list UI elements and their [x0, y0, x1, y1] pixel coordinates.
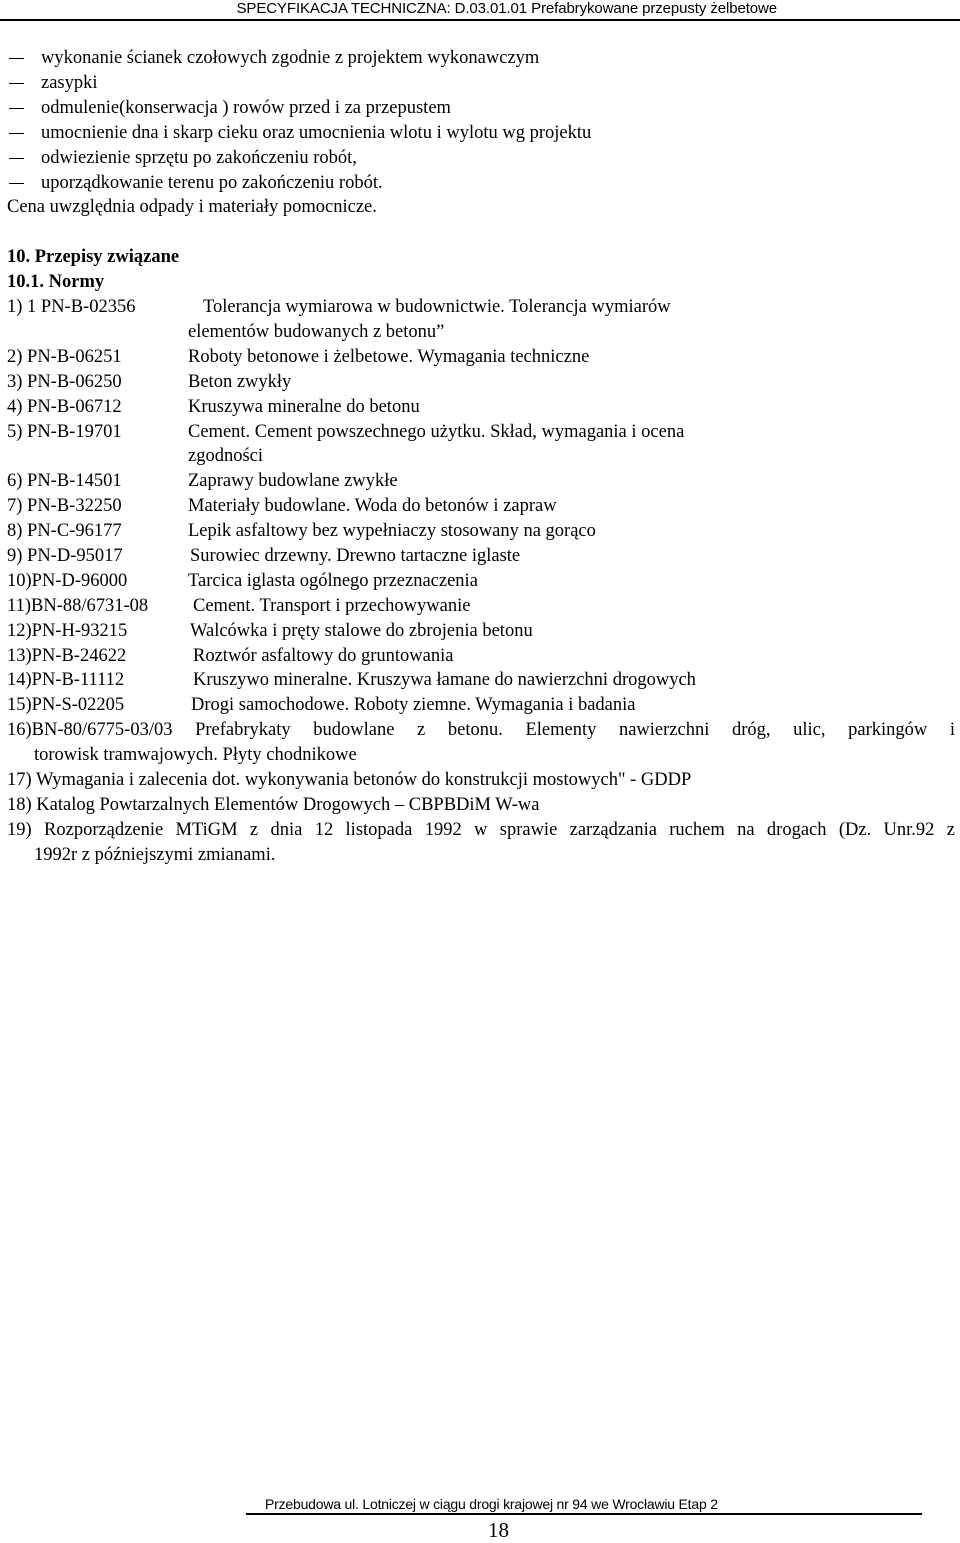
norm-number: 15)PN-S-02205: [7, 695, 125, 716]
page-number: 18: [488, 1518, 509, 1542]
norm-description-continued: elementów budowanych z betonu”: [188, 321, 445, 342]
dash-icon: [9, 108, 24, 109]
norm-number: 5) PN-B-19701: [7, 421, 122, 442]
norm-number: 9) PN-D-95017: [7, 545, 123, 566]
norm-number: 4) PN-B-06712: [7, 396, 122, 417]
norm-item: [7, 644, 955, 669]
norm-item: [7, 469, 955, 494]
norm-item: [7, 569, 955, 594]
price-note: Cena uwzględnia odpady i materiały pomocnicze.: [7, 197, 377, 218]
norm-number: 8) PN-C-96177: [7, 521, 122, 542]
norm-item: [7, 544, 955, 569]
norm-number: 12)PN-H-93215: [7, 620, 128, 641]
document-body: [7, 46, 955, 868]
norm-description: Drogi samochodowe. Roboty ziemne. Wymagania i badania: [191, 695, 636, 716]
norm-number: 10)PN-D-96000: [7, 570, 128, 591]
spacer: [7, 220, 955, 245]
norm-item: [7, 345, 955, 370]
norm-item: [7, 668, 955, 693]
norm-item-16-continued: torowisk tramwajowych. Płyty chodnikowe: [34, 745, 357, 766]
norm-description: Cement. Transport i przechowywanie: [193, 595, 471, 616]
subsection-title: 10.1. Normy: [7, 272, 105, 293]
norm-number: 11)BN-88/6731-08: [7, 595, 149, 616]
footer-text: Przebudowa ul. Lotniczej w ciągu drogi krajowej nr 94 we Wrocławiu Etap 2: [265, 1496, 718, 1512]
norm-description: Roboty betonowe i żelbetowe. Wymagania techniczne: [188, 346, 590, 367]
norm-description: Kruszywa mineralne do betonu: [188, 396, 420, 417]
norm-description: Zaprawy budowlane zwykłe: [188, 471, 398, 492]
norm-item-16: 16)BN-80/6775-03/03 Prefabrykaty budowlane z betonu. Elementy nawierzchni dróg, ulic, parkingów i: [7, 720, 955, 741]
norm-item: [7, 295, 955, 320]
footer-rule: [246, 1513, 922, 1515]
bullet-item: odmulenie(konserwacja ) rowów przed i za przepustem: [7, 96, 955, 121]
norm-description: Roztwór asfaltowy do gruntowania: [193, 645, 454, 666]
norm-number: 3) PN-B-06250: [7, 371, 122, 392]
norm-item-19-continued: 1992r z późniejszymi zmianami.: [34, 844, 276, 865]
norm-item: [7, 693, 955, 718]
page-header: [0, 0, 960, 20]
norm-description: Tolerancja wymiarowa w budownictwie. Tolerancja wymiarów: [203, 297, 671, 318]
dash-icon: [9, 83, 24, 84]
norm-number: 2) PN-B-06251: [7, 346, 122, 367]
norm-description: Cement. Cement powszechnego użytku. Skład, wymagania i ocena: [188, 421, 685, 442]
norm-item: [7, 519, 955, 544]
norm-item: [7, 594, 955, 619]
norm-number: 1) 1 PN-B-02356: [7, 297, 136, 318]
section-title: 10. Przepisy związane: [7, 247, 180, 268]
norm-description: Materiały budowlane. Woda do betonów i zapraw: [188, 496, 557, 517]
norm-item-19: 19) Rozporządzenie MTiGM z dnia 12 listopada 1992 w sprawie zarządzania ruchem na drogach (Dz. Unr.92 z: [7, 819, 955, 840]
norm-description: Kruszywo mineralne. Kruszywa łamane do nawierzchni drogowych: [193, 670, 696, 691]
norm-item: [7, 494, 955, 519]
norm-item-17: 17) Wymagania i zalecenia dot. wykonywania betonów do konstrukcji mostowych" - GDDP: [7, 770, 692, 791]
norm-item: [7, 619, 955, 644]
norm-item-18: 18) Katalog Powtarzalnych Elementów Drogowych – CBPBDiM W-wa: [7, 794, 540, 815]
norm-number: 13)PN-B-24622: [7, 645, 127, 666]
norm-description: Lepik asfaltowy bez wypełniaczy stosowany na gorąco: [188, 521, 596, 542]
norm-description: Walcówka i pręty stalowe do zbrojenia betonu: [190, 620, 533, 641]
dash-icon: [9, 58, 24, 59]
norm-item: [7, 420, 955, 445]
dash-icon: [9, 158, 24, 159]
norm-number: 14)PN-B-11112: [7, 670, 125, 691]
dash-icon: [9, 133, 24, 134]
norm-description: Beton zwykły: [188, 371, 292, 392]
bullet-item: zasypki: [7, 71, 955, 96]
norm-description: Surowiec drzewny. Drewno tartaczne iglaste: [190, 545, 521, 566]
dash-icon: [9, 183, 24, 184]
norm-description: Tarcica iglasta ogólnego przeznaczenia: [188, 570, 478, 591]
norm-item: [7, 395, 955, 420]
norm-number: 7) PN-B-32250: [7, 496, 122, 517]
bullet-item: odwiezienie sprzętu po zakończeniu robót,: [7, 146, 955, 171]
norm-description-continued: zgodności: [188, 446, 264, 467]
bullet-item: wykonanie ścianek czołowych zgodnie z projektem wykonawczym: [7, 46, 955, 71]
header-title: SPECYFIKACJA TECHNICZNA: D.03.01.01 Prefabrykowane przepusty żelbetowe: [236, 0, 777, 17]
header-rule: [0, 19, 960, 21]
norm-item: [7, 370, 955, 395]
norm-number: 6) PN-B-14501: [7, 471, 122, 492]
bullet-item: umocnienie dna i skarp cieku oraz umocnienia wlotu i wylotu wg projektu: [7, 121, 955, 146]
bullet-item: uporządkowanie terenu po zakończeniu robót.: [7, 171, 955, 196]
